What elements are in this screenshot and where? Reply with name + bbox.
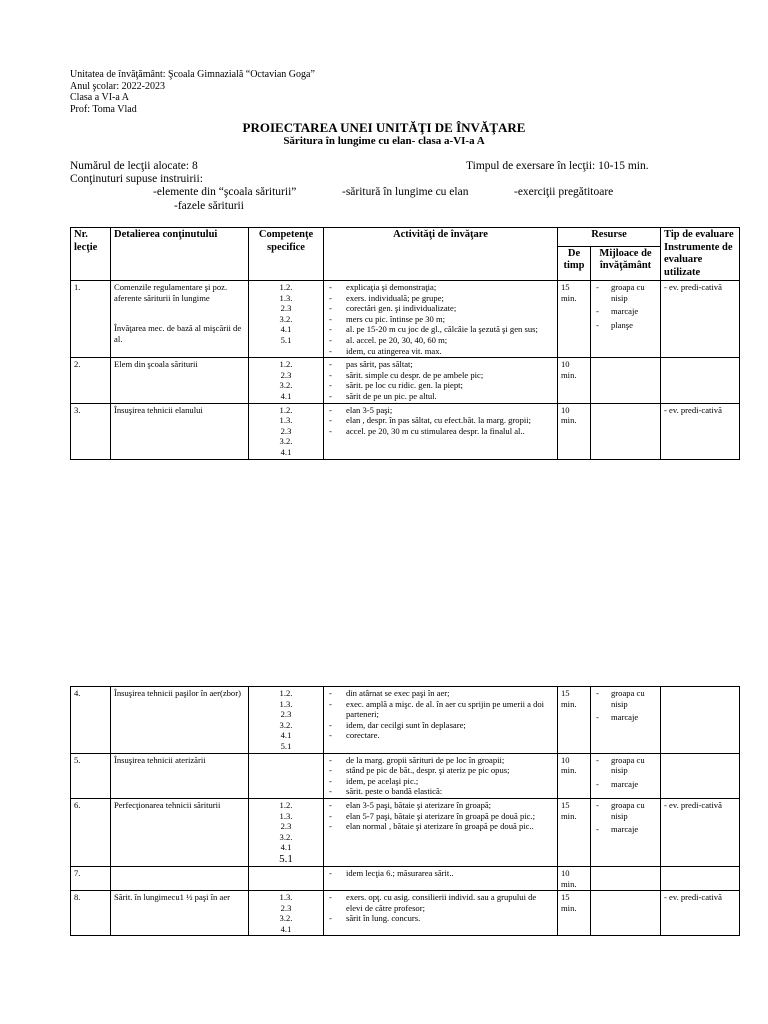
table-row xyxy=(71,358,740,403)
time: 15 min. xyxy=(558,798,591,866)
content-detail: Însuşirea tehnicii elanului xyxy=(111,403,249,459)
materials: - groapa cu nisip - marcaje xyxy=(591,753,661,798)
header-evaluation: Tip de evaluare Instrumente de evaluare utilizate xyxy=(661,228,740,281)
content-detail: Perfecţionarea tehnicii săriturii xyxy=(111,798,249,866)
lesson-table-page-2 xyxy=(70,686,740,936)
materials xyxy=(591,891,661,936)
content-item: -săritură în lungime cu elan xyxy=(342,186,469,198)
competences: 1.2. 1.3. 2.3 3.2. 4.1 xyxy=(249,403,324,459)
content-detail xyxy=(111,866,249,890)
table-row xyxy=(71,403,740,459)
header-materials: Mijloace de învăţământ xyxy=(591,246,661,280)
evaluation: - ev. predi-cativă xyxy=(661,403,740,459)
materials: - groapa cu nisip - marcaje - planşe xyxy=(591,281,661,358)
evaluation xyxy=(661,687,740,754)
evaluation xyxy=(661,753,740,798)
competences: 1.2. 1.3. 2.3 3.2. 4.1 5.1 xyxy=(249,687,324,754)
activities: - pas sărit, pas săltat; - sărit. simple cu despr. de pe ambele pic; - sărit. pe loc cu ridic. gen. la piept; - sărit de pe un pic. pe altul. xyxy=(324,358,558,403)
header-competences: Competenţe specifice xyxy=(249,228,324,281)
time: 10 min. xyxy=(558,403,591,459)
table-row xyxy=(71,866,740,890)
activities: - exers. opţ. cu asig. consilierii individ. sau a grupului de elevi de către profesor; - sărit în lung. concurs. xyxy=(324,891,558,936)
lesson-number: 3. xyxy=(71,403,111,459)
school-year: Anul şcolar: 2022-2023 xyxy=(70,80,165,92)
activities: - idem lecţia 6.; măsurarea sărit.. xyxy=(324,866,558,890)
time: 10 min. xyxy=(558,358,591,403)
competences xyxy=(249,753,324,798)
lesson-number: 1. xyxy=(71,281,111,358)
activities: - elan 3-5 paşi; - elan , despr. în pas săltat, cu efect.băt. la marg. gropii; - accel. pe 20, 30 m cu stimularea despr. la finalul al.. xyxy=(324,403,558,459)
evaluation: - ev. predi-cativă xyxy=(661,798,740,866)
time: 10 min. xyxy=(558,753,591,798)
evaluation xyxy=(661,866,740,890)
exercise-time: Timpul de exersare în lecţii: 10-15 min. xyxy=(466,160,649,172)
table-row xyxy=(71,687,740,754)
school-unit: Unitatea de învăţământ: Şcoala Gimnazială “Octavian Goga” xyxy=(70,69,315,80)
class-name: Clasa a VI-a A xyxy=(70,92,129,103)
content-detail: Comenzile regulamentare şi poz. aferente săriturii în lungime Învăţarea mec. de bază al mişcării de al. xyxy=(111,281,249,358)
table-row xyxy=(71,798,740,866)
activities: - din atârnat se exec paşi în aer; - exec. amplă a mişc. de al. în aer cu sprijin pe umerii a doi parteneri; - idem, dar cecilgi sunt în deplasare; - corectare. xyxy=(324,687,558,754)
competences: 1.2. 1.3. 2.3 3.2. 4.1 5.1 xyxy=(249,281,324,358)
time: 15 min. xyxy=(558,687,591,754)
materials xyxy=(591,358,661,403)
evaluation: - ev. predi-cativă xyxy=(661,281,740,358)
content-item: -fazele săriturii xyxy=(174,200,244,212)
activities: - de la marg. gropii sărituri de pe loc în groapii; - stând pe pic de băt., despr. şi ateriz pe pic opus; - idem, pe acelaşi pic.; - sărit. peste o bandă elastică: xyxy=(324,753,558,798)
time: 10 min. xyxy=(558,866,591,890)
content-item: -exerciţii pregătitoare xyxy=(514,186,614,198)
lesson-number: 4. xyxy=(71,687,111,754)
lesson-number: 2. xyxy=(71,358,111,403)
evaluation: - ev. predi-cativă xyxy=(661,891,740,936)
header-lesson-number: Nr. lecţie xyxy=(71,228,111,281)
document-subtitle: Săritura în lungime cu elan- clasa a-VI-a A xyxy=(283,135,485,147)
header-time: De timp xyxy=(558,246,591,280)
header-resources: Resurse xyxy=(558,228,661,247)
table-row xyxy=(71,281,740,358)
header-activities: Activităţi de învăţare xyxy=(324,228,558,281)
time: 15 min. xyxy=(558,281,591,358)
teacher-name: Prof: Toma Vlad xyxy=(70,103,137,115)
materials xyxy=(591,866,661,890)
content-detail: Însuşirea tehnicii paşilor în aer(zbor) xyxy=(111,687,249,754)
lesson-number: 7. xyxy=(71,866,111,890)
competences: 1.2. 1.3. 2.3 3.2. 4.1 5.1 xyxy=(249,798,324,866)
lesson-number: 5. xyxy=(71,753,111,798)
document-title: PROIECTAREA UNEI UNITĂŢI DE ÎNVĂŢARE xyxy=(242,120,526,135)
time: 15 min. xyxy=(558,891,591,936)
competences xyxy=(249,866,324,890)
contents-label: Conţinuturi supuse instruirii: xyxy=(70,173,203,185)
header-content-detail: Detalierea conţinutului xyxy=(111,228,249,281)
materials: - groapa cu nisip - marcaje xyxy=(591,798,661,866)
table-row xyxy=(71,891,740,936)
content-detail: Sărit. în lungimecu1 ½ paşi în aer xyxy=(111,891,249,936)
document-header xyxy=(70,69,315,115)
competences: 1.3. 2.3 3.2. 4.1 xyxy=(249,891,324,936)
evaluation xyxy=(661,358,740,403)
materials xyxy=(591,403,661,459)
activities: - elan 3-5 paşi, bătaie şi aterizare în groapă; - elan 5-7 paşi, bătaie şi aterizare în groapă pe două pic.; - elan normal , bătaie şi aterizare în groapă pe două pic.. xyxy=(324,798,558,866)
table-row xyxy=(71,753,740,798)
lesson-table-page-1 xyxy=(70,227,740,460)
activities: - explicaţia şi demonstraţia; - exers. individuală; pe grupe; - corectări gen. şi individualizate; - mers cu pic. întinse pe 30 m; - al. pe 15-20 m cu joc de gl., călcâie la şezută şi gen sus; - al. accel. pe 20, 30, 40, 60 m; - idem, cu atingerea vit. max. xyxy=(324,281,558,358)
content-item: -elemente din “şcoala săriturii” xyxy=(153,186,297,198)
materials: - groapa cu nisip - marcaje xyxy=(591,687,661,754)
lessons-allocated: Numărul de lecţii alocate: 8 xyxy=(70,160,198,172)
competences: 1.2. 2.3 3.2. 4.1 xyxy=(249,358,324,403)
lesson-number: 6. xyxy=(71,798,111,866)
lesson-number: 8. xyxy=(71,891,111,936)
content-detail: Însuşirea tehnicii aterizării xyxy=(111,753,249,798)
content-detail: Elem din şcoala săriturii xyxy=(111,358,249,403)
